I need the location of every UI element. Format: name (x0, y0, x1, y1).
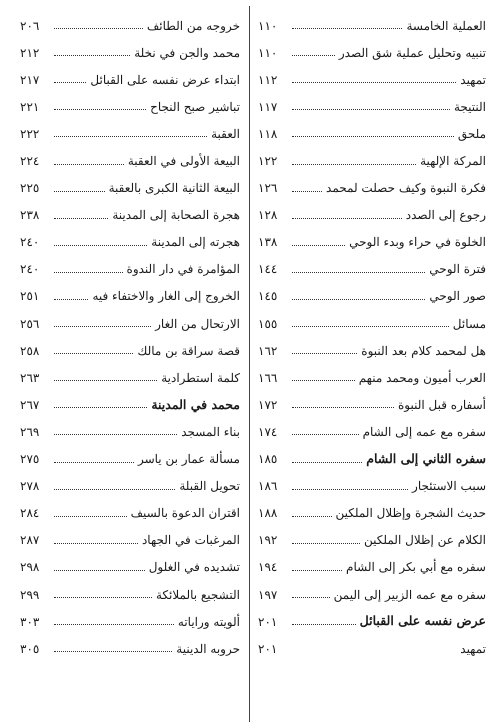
dot-leader (292, 543, 360, 544)
entry-title: سبب الاستئجار (412, 479, 486, 494)
toc-entry (258, 93, 486, 120)
entry-title: العملية الخامسة (406, 18, 486, 33)
dot-leader (54, 407, 147, 408)
dot-leader (54, 516, 127, 517)
entry-page-number: ١٤٤ (258, 262, 278, 277)
dot-leader (54, 543, 138, 544)
entry-title: سفره الثاني إلى الشام (366, 450, 486, 466)
dot-leader (54, 462, 134, 463)
entry-title: النتيجة (453, 99, 486, 114)
toc-entry (20, 175, 240, 202)
entry-title: العرب أميون ومحمد منهم (358, 370, 486, 385)
entry-page-number: ٢٥٨ (20, 343, 40, 358)
entry-title: سفره مع عمه إلى الشام (362, 424, 486, 439)
entry-title: هل لمحمد كلام بعد النبوة (361, 343, 486, 358)
dot-leader (54, 218, 108, 219)
entry-title: رجوع إلى الصدد (405, 208, 486, 223)
dot-leader (54, 353, 133, 354)
entry-title: ابتداء عرض نفسه على القبائل (90, 72, 240, 87)
dot-leader (292, 28, 402, 29)
entry-title: الارتحال من الغار (155, 316, 240, 331)
entry-page-number: ٢٧٥ (20, 452, 40, 467)
entry-title: تمهيد (460, 641, 486, 656)
entry-page-number: ٢٢٤ (20, 154, 40, 169)
entry-title: تنبيه وتحليل عملية شق الصدر (338, 45, 486, 60)
dot-leader (54, 191, 105, 192)
dot-leader (54, 299, 88, 300)
dot-leader (292, 109, 450, 110)
entry-title: مسائل (452, 316, 486, 331)
entry-title: قصة سراقة بن مالك (137, 343, 240, 358)
entry-page-number: ١٧٤ (258, 424, 278, 439)
entry-title: هجرته إلى المدينة (151, 235, 240, 250)
entry-page-number: ١٩٧ (258, 587, 278, 602)
toc-entry (258, 147, 486, 174)
toc-entry (258, 175, 486, 202)
entry-page-number: ٢٨٧ (20, 533, 40, 548)
toc-entry (20, 202, 240, 229)
toc-entry (258, 635, 486, 662)
entry-page-number: ١١٢ (258, 72, 278, 87)
toc-entry (258, 39, 486, 66)
dot-leader (292, 570, 342, 571)
entry-title: اقتران الدعوة بالسيف (130, 506, 240, 521)
dot-leader (292, 245, 345, 246)
toc-entry (20, 147, 240, 174)
dot-leader (54, 624, 174, 625)
dot-leader (54, 380, 157, 381)
entry-title: صور الوحي (429, 289, 486, 304)
toc-entry (258, 446, 486, 473)
toc-entry (20, 310, 240, 337)
toc-entry (258, 527, 486, 554)
entry-title: كلمة استطرادية (161, 370, 240, 385)
entry-page-number: ١١٠ (258, 18, 278, 33)
toc-entry (258, 418, 486, 445)
dot-leader (292, 489, 408, 490)
dot-leader (292, 191, 322, 192)
dot-leader (292, 272, 425, 273)
toc-entry (258, 473, 486, 500)
dot-leader (54, 109, 146, 110)
entry-page-number: ٢٠٦ (20, 18, 40, 33)
entry-title: تحويل القبلة (179, 479, 240, 494)
toc-entry (20, 473, 240, 500)
toc-entry (20, 66, 240, 93)
dot-leader (54, 82, 86, 83)
dot-leader (292, 434, 359, 435)
entry-page-number: ٢٤٠ (20, 235, 40, 250)
dot-leader (292, 299, 425, 300)
entry-title: عرض نفسه على القبائل (359, 613, 486, 629)
dot-leader (54, 326, 151, 327)
entry-page-number: ١٥٥ (258, 316, 278, 331)
toc-entry (258, 66, 486, 93)
entry-title: المؤامرة في دار الندوة (126, 262, 240, 277)
entry-title: بناء المسجد (181, 424, 240, 439)
dot-leader (54, 489, 175, 490)
toc-column-left (20, 12, 240, 720)
dot-leader (292, 136, 454, 137)
toc-entry (258, 256, 486, 283)
dot-leader (54, 272, 123, 273)
entry-title: العقبة (211, 126, 240, 141)
entry-page-number: ١٢٦ (258, 181, 278, 196)
entry-page-number: ١٦٢ (258, 343, 278, 358)
entry-title: فكرة النبوة وكيف حصلت لمحمد (326, 181, 486, 196)
entry-page-number: ١٨٥ (258, 452, 278, 467)
dot-leader (292, 326, 449, 327)
entry-title: الكلام عن إظلال الملكين (364, 533, 486, 548)
toc-entry (20, 120, 240, 147)
toc-entry (20, 500, 240, 527)
toc-entry (258, 229, 486, 256)
toc-entry (20, 446, 240, 473)
toc-entry (20, 229, 240, 256)
toc-entry (20, 283, 240, 310)
toc-entry (258, 283, 486, 310)
entry-page-number: ١٣٨ (258, 235, 278, 250)
entry-page-number: ١١٧ (258, 99, 278, 114)
entry-page-number: ٢٥٦ (20, 316, 40, 331)
toc-column-right (258, 12, 486, 720)
entry-page-number: ٢٢٥ (20, 181, 40, 196)
toc-entry (20, 554, 240, 581)
dot-leader (292, 218, 402, 219)
toc-entry (20, 581, 240, 608)
dot-leader (292, 651, 456, 652)
entry-title: هجرة الصحابة إلى المدينة (112, 208, 240, 223)
entry-page-number: ٢١٢ (20, 45, 40, 60)
entry-title: المرغبات في الجهاد (141, 533, 240, 548)
dot-leader (54, 651, 172, 652)
dot-leader (292, 164, 416, 165)
entry-page-number: ٢٣٨ (20, 208, 40, 223)
entry-title: محمد في المدينة (151, 396, 240, 412)
dot-leader (292, 380, 355, 381)
dot-leader (54, 570, 145, 571)
entry-title: التشجيع بالملائكة (155, 587, 240, 602)
toc-entry (20, 337, 240, 364)
dot-leader (292, 462, 362, 463)
dot-leader (54, 434, 177, 435)
dot-leader (54, 164, 124, 165)
entry-page-number: ١٩٢ (258, 533, 278, 548)
entry-page-number: ١٩٤ (258, 560, 278, 575)
dot-leader (292, 82, 456, 83)
entry-title: فترة الوحي (429, 262, 486, 277)
entry-page-number: ٢٢١ (20, 99, 40, 114)
toc-entry (20, 608, 240, 635)
dot-leader (54, 55, 130, 56)
column-divider (249, 6, 250, 722)
toc-entry (258, 120, 486, 147)
entry-title: حديث الشجرة وإظلال الملكين (335, 506, 486, 521)
toc-entry (258, 581, 486, 608)
entry-page-number: ١٢٨ (258, 208, 278, 223)
entry-page-number: ٣٠٥ (20, 641, 40, 656)
dot-leader (292, 597, 330, 598)
toc-entry (258, 364, 486, 391)
entry-page-number: ٢٤٠ (20, 262, 40, 277)
entry-page-number: ٢٠١ (258, 614, 278, 629)
entry-page-number: ١٢٢ (258, 154, 278, 169)
entry-title: تشديده في الغلول (148, 560, 240, 575)
toc-entry (20, 93, 240, 120)
entry-title: المركة الإلهية (420, 154, 486, 169)
toc-entry (258, 202, 486, 229)
entry-page-number: ١٨٦ (258, 479, 278, 494)
entry-title: تمهيد (460, 72, 486, 87)
toc-entry (258, 310, 486, 337)
entry-page-number: ١٧٢ (258, 397, 278, 412)
entry-page-number: ٢٨٤ (20, 506, 40, 521)
entry-title: محمد والجن في نخلة (134, 45, 240, 60)
entry-page-number: ٢٧٨ (20, 479, 40, 494)
entry-page-number: ٢٩٩ (20, 587, 40, 602)
toc-entry (258, 391, 486, 418)
dot-leader (54, 28, 143, 29)
entry-title: الخروج إلى الغار والاختفاء فيه (92, 289, 240, 304)
entry-title: سفره مع عمه الزبير إلى اليمن (333, 587, 486, 602)
entry-title: مسألة عمار بن ياسر (137, 452, 240, 467)
entry-title: ألويته وراياته (177, 614, 240, 629)
entry-title: خروجه من الطائف (146, 18, 240, 33)
entry-page-number: ٣٠٣ (20, 614, 40, 629)
dot-leader (54, 245, 147, 246)
toc-entry (258, 608, 486, 635)
toc-entry (258, 500, 486, 527)
toc-entry (20, 364, 240, 391)
entry-page-number: ٢٠١ (258, 641, 278, 656)
dot-leader (292, 55, 335, 56)
dot-leader (292, 624, 356, 625)
dot-leader (292, 353, 357, 354)
entry-page-number: ٢٢٢ (20, 126, 40, 141)
entry-page-number: ٢٥١ (20, 289, 40, 304)
entry-title: سفره مع أبي بكر إلى الشام (346, 560, 486, 575)
entry-page-number: ١٤٥ (258, 289, 278, 304)
entry-title: تباشير صبح النجاح (150, 99, 240, 114)
entry-title: البيعة الأولى في العقبة (127, 154, 240, 169)
entry-page-number: ١١٠ (258, 45, 278, 60)
entry-page-number: ١٦٦ (258, 370, 278, 385)
toc-entry (20, 39, 240, 66)
entry-page-number: ٢١٧ (20, 72, 40, 87)
entry-page-number: ٢٦٧ (20, 397, 40, 412)
dot-leader (54, 597, 152, 598)
entry-title: حروبه الدينية (176, 641, 240, 656)
dot-leader (54, 136, 207, 137)
entry-title: أسفاره قبل النبوة (398, 397, 486, 412)
toc-entry (20, 12, 240, 39)
toc-entry (258, 554, 486, 581)
toc-entry (20, 418, 240, 445)
entry-title: ملحق (457, 126, 486, 141)
entry-title: البيعة الثانية الكبرى بالعقبة (108, 181, 240, 196)
toc-entry (20, 391, 240, 418)
dot-leader (292, 516, 332, 517)
entry-page-number: ٢٩٨ (20, 560, 40, 575)
entry-page-number: ١٨٨ (258, 506, 278, 521)
dot-leader (292, 407, 394, 408)
entry-page-number: ٢٦٩ (20, 424, 40, 439)
entry-page-number: ١١٨ (258, 126, 278, 141)
toc-entry (258, 337, 486, 364)
entry-page-number: ٢٦٣ (20, 370, 40, 385)
toc-entry (20, 527, 240, 554)
toc-entry (20, 256, 240, 283)
toc-entry (20, 635, 240, 662)
toc-entry (258, 12, 486, 39)
entry-title: الخلوة في حراء وبدء الوحي (349, 235, 486, 250)
